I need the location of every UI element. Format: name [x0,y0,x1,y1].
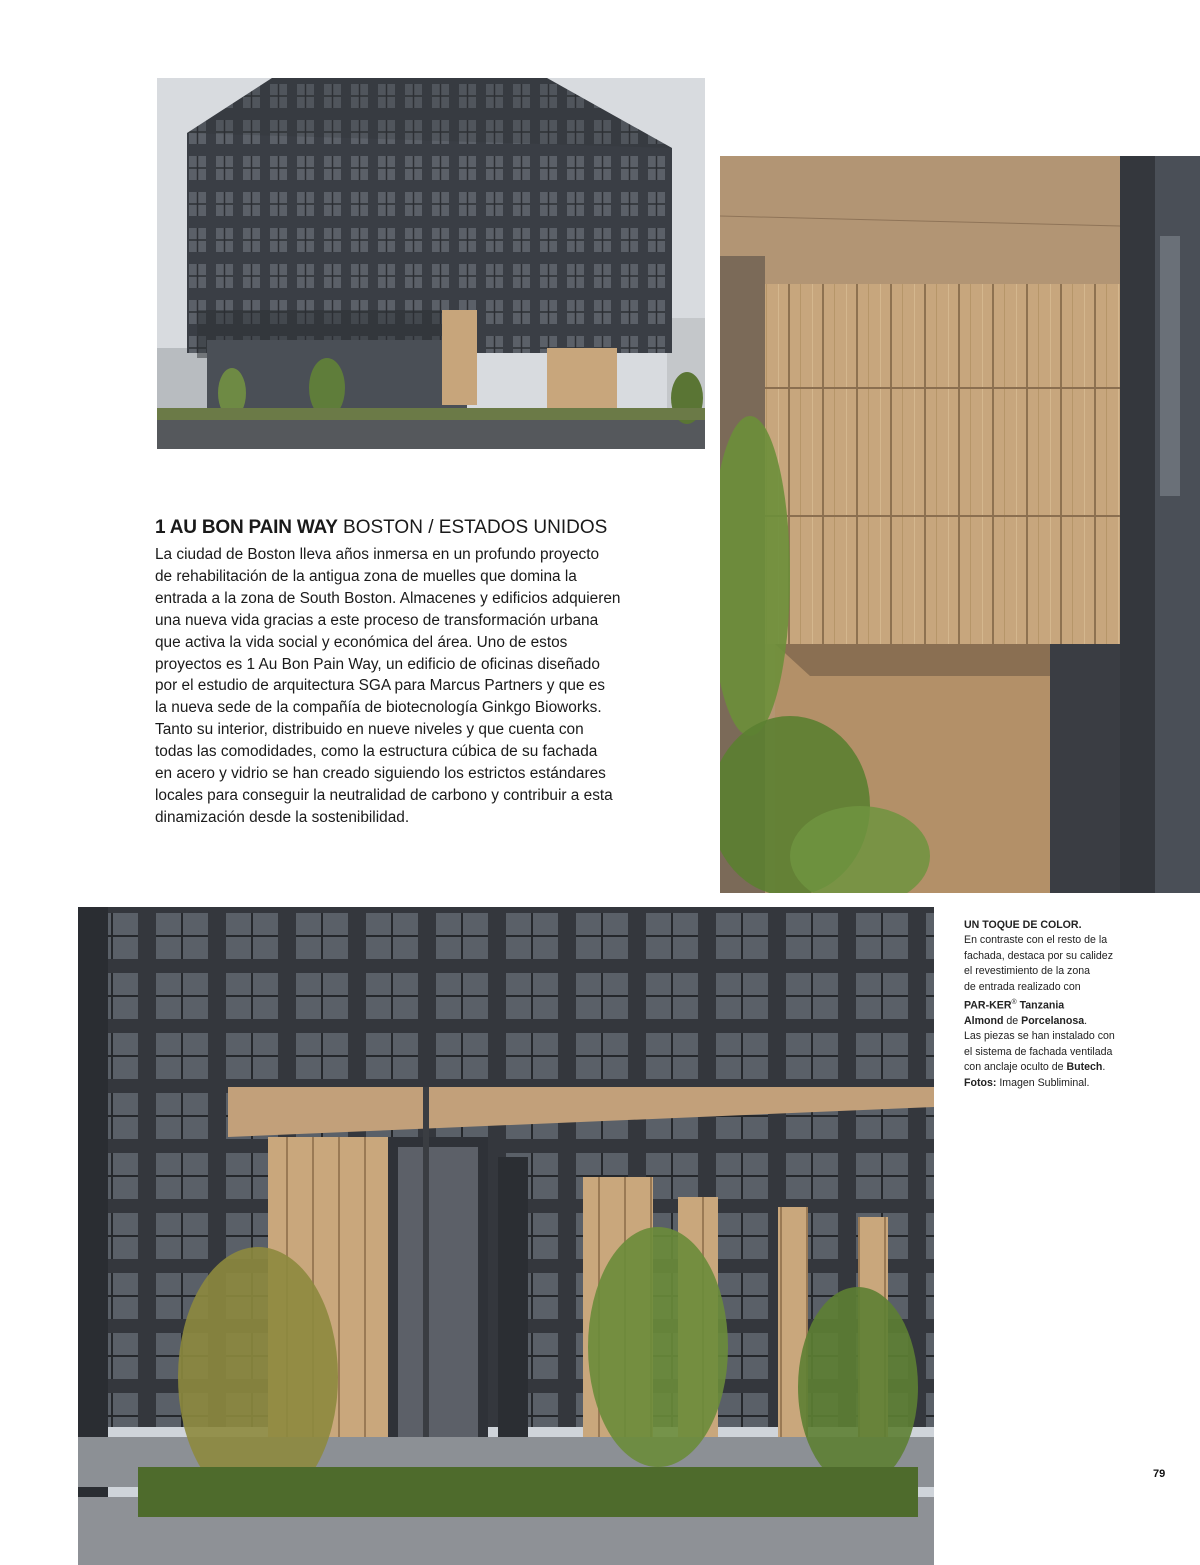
caption-brand-line [964,1014,1134,1029]
building-exterior-photo [157,78,705,449]
body-line: en acero y vidrio se han creado siguiendo los estrictos estándares [155,765,606,783]
caption-line: fachada, destaca por su calidez [964,949,1113,962]
product-name: PAR-KER [964,999,1012,1012]
article [155,516,655,829]
photo-caption [964,918,1134,1091]
article-body [155,544,655,829]
facade-detail-photo [720,156,1200,893]
caption-system-pre: con anclaje oculto de [964,1061,1064,1074]
caption-line: de entrada realizado con [964,980,1081,993]
body-line: por el estudio de arquitectura SGA para Marcus Partners y que es [155,677,605,695]
caption-period: . [1084,1014,1088,1027]
photos-label: Fotos: [964,1076,997,1089]
caption-product-line [964,995,1134,1014]
article-headline [155,516,655,540]
body-line: de rehabilitación de la antigua zona de muelles que domina la [155,567,577,585]
registered-mark: ® [1011,999,1017,1007]
caption-title: UN TOQUE DE COLOR. [964,919,1082,931]
caption-line: Las piezas se han instalado con [964,1030,1115,1043]
body-line: todas las comodidades, como la estructura cúbica de su fachada [155,743,598,761]
brand-name: Porcelanosa [1021,1014,1085,1027]
photos-credit: Imagen Subliminal. [999,1076,1090,1089]
caption-system-line [964,1060,1134,1075]
headline-name: 1 AU BON PAIN WAY [155,517,338,538]
body-line: dinamización desde la sostenibilidad. [155,808,410,826]
body-line: que activa la vida social y económica del área. Uno de estos [155,633,568,651]
caption-line: el revestimiento de la zona [964,965,1091,978]
body-line: entrada a la zona de South Boston. Almacenes y edificios adquieren [155,589,621,607]
product-name-3: Almond [964,1014,1004,1027]
body-line: locales para conseguir la neutralidad de carbono y contribuir a esta [155,786,613,804]
caption-de: de [1006,1014,1019,1027]
caption-period-2: . [1102,1061,1106,1074]
body-line: La ciudad de Boston lleva años inmersa en un profundo proyecto [155,546,600,563]
body-line: la nueva sede de la compañía de biotecnología Ginkgo Bioworks. [155,699,602,717]
headline-location: BOSTON / ESTADOS UNIDOS [343,517,608,538]
caption-line: En contraste con el resto de la [964,934,1108,947]
page-number: 79 [1153,1468,1166,1480]
caption-credit-line [964,1076,1134,1091]
body-line: Tanto su interior, distribuido en nueve niveles y que cuenta con [155,721,584,739]
product-name-2: Tanzania [1019,999,1065,1012]
body-line: una nueva vida gracias a este proceso de transformación urbana [155,611,599,629]
building-entrance-photo [78,907,934,1565]
system-name: Butech [1066,1061,1103,1074]
caption-line: el sistema de fachada ventilada [964,1045,1113,1058]
body-line: proyectos es 1 Au Bon Pain Way, un edificio de oficinas diseñado [155,655,600,673]
